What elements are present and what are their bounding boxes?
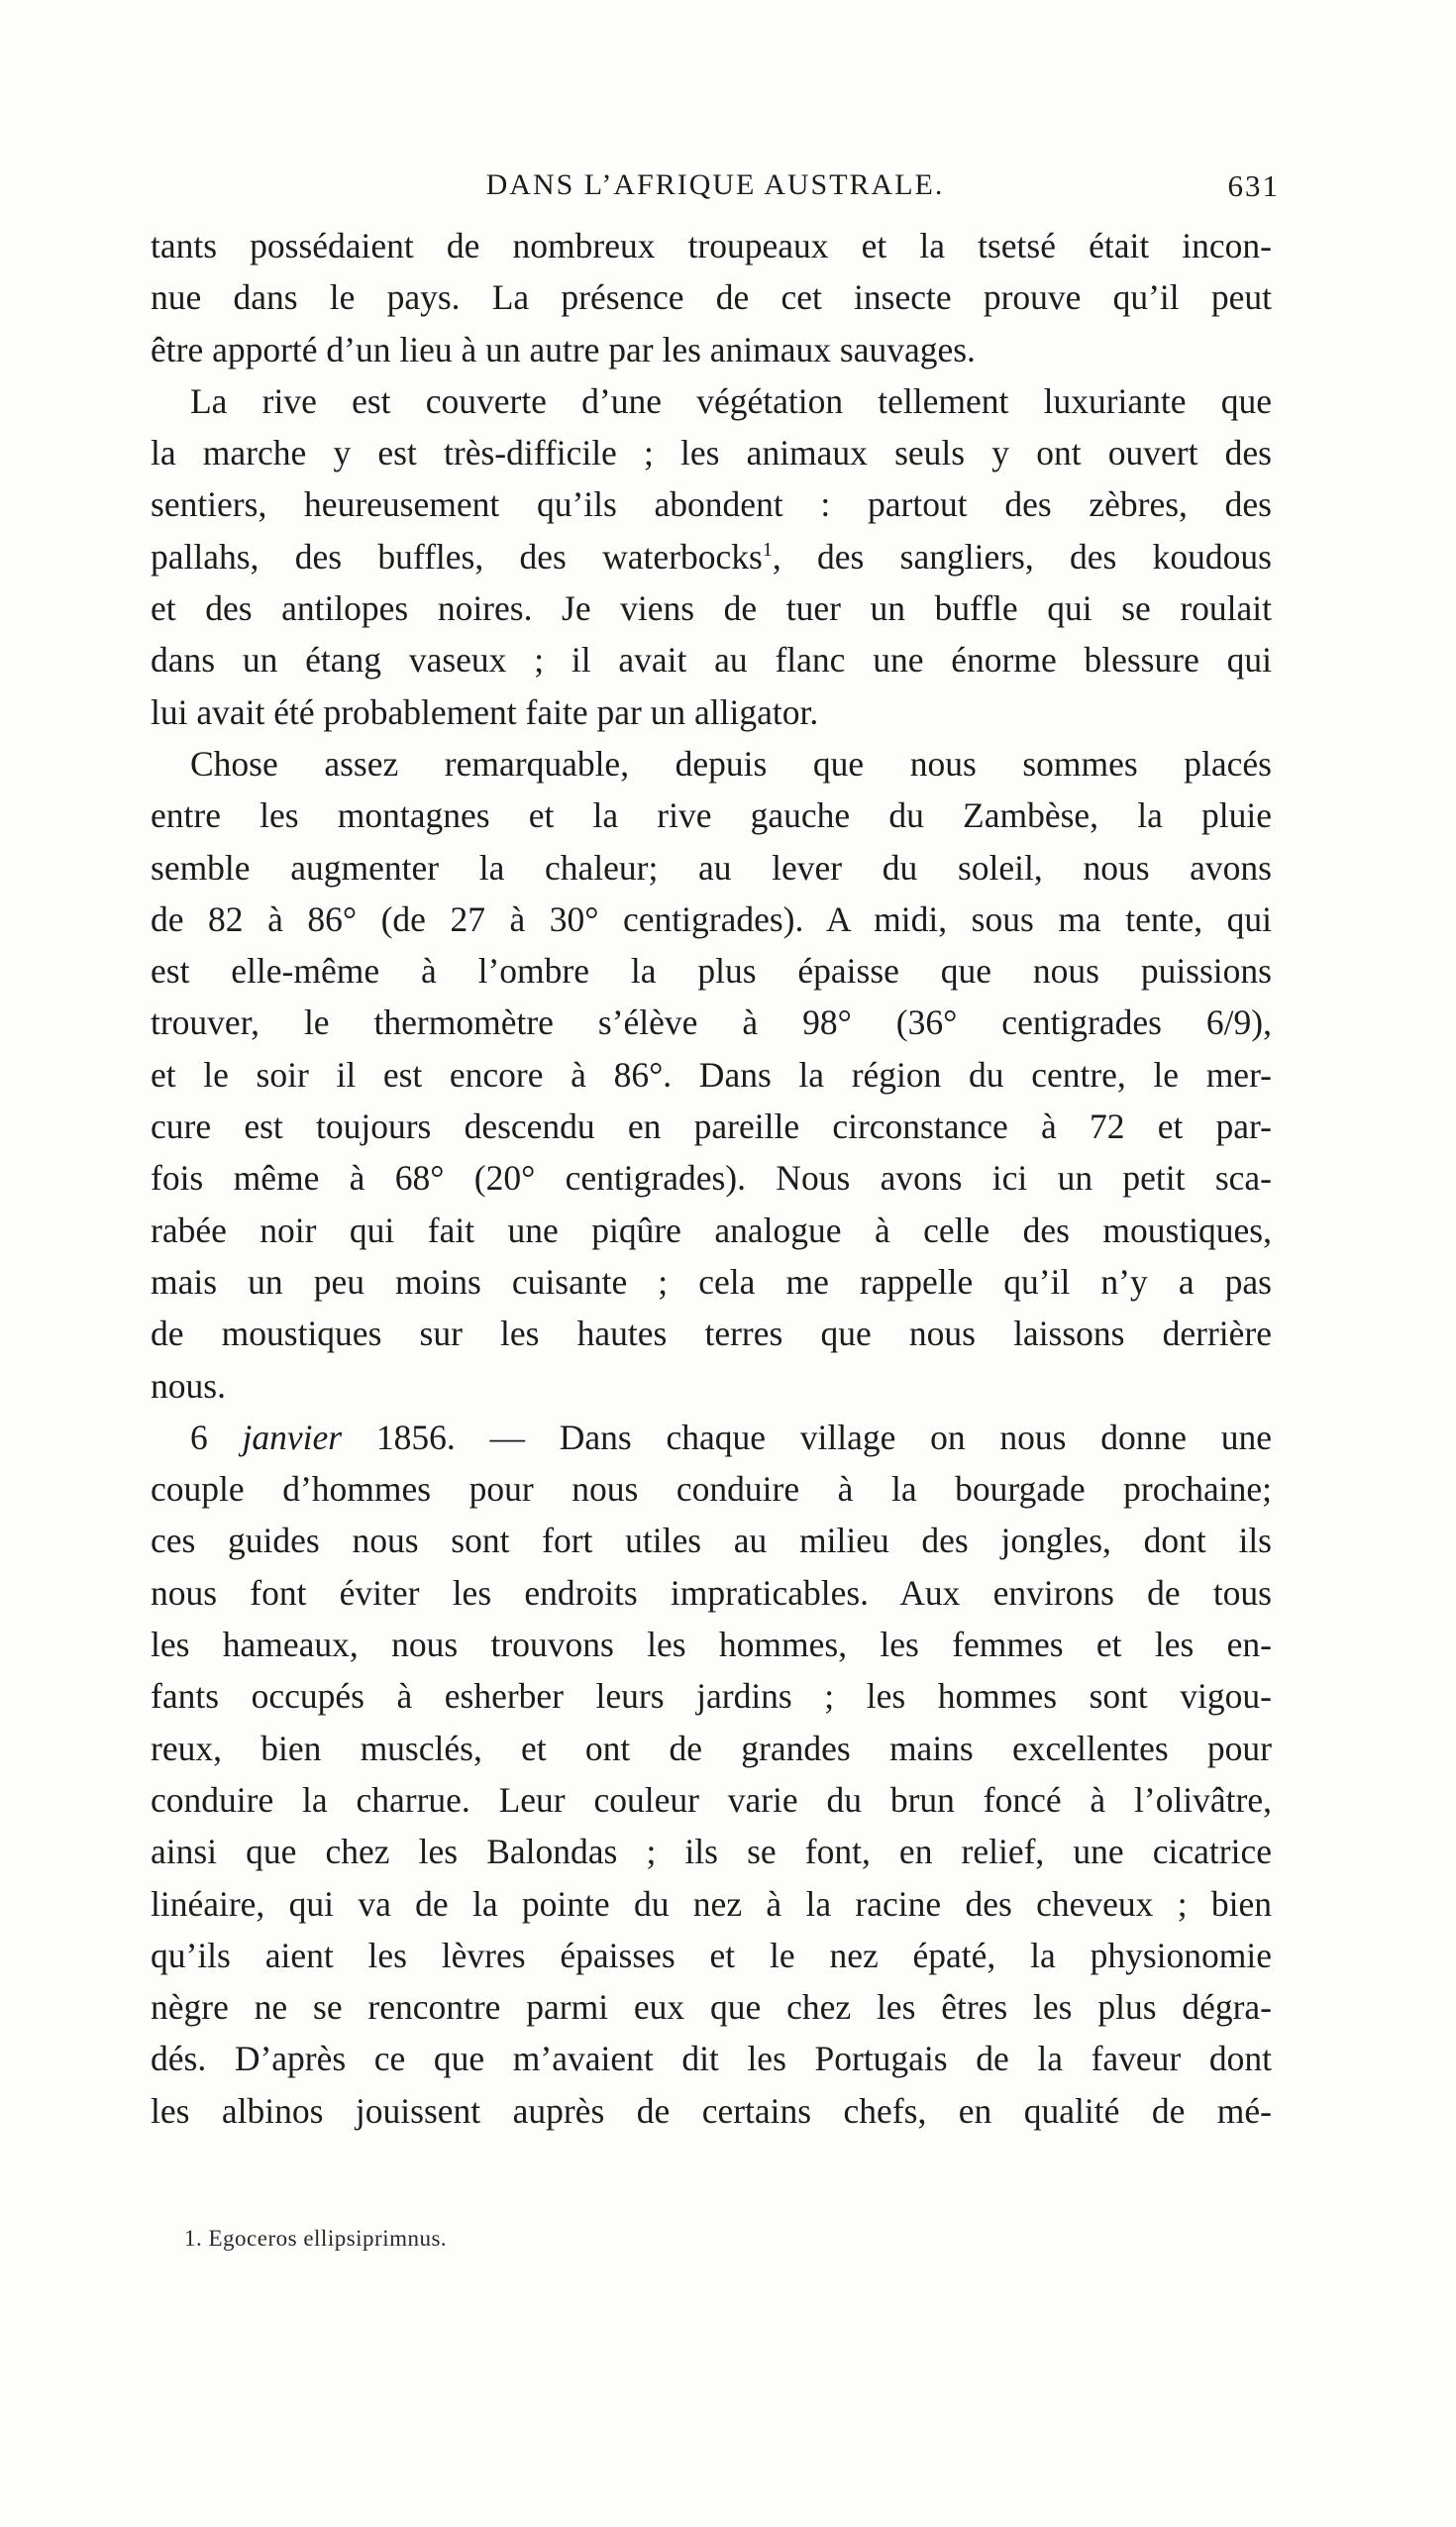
text-line: et le soir il est encore à 86°. Dans la région du centre, le mer-	[151, 1054, 1272, 1095]
text-segment: pallahs, des buffles, des waterbocks	[151, 536, 763, 577]
text-line	[151, 531, 1272, 582]
text-line: trouver, le thermomètre s’élève à 98° (36° centigrades 6/9),	[151, 1002, 1272, 1043]
text-line: entre les montagnes et la rive gauche du Zambèse, la pluie	[151, 795, 1272, 836]
text-line: linéaire, qui va de la pointe du nez à la racine des cheveux ; bien	[151, 1883, 1272, 1924]
text-line: être apporté d’un lieu à un autre par les animaux sauvages.	[151, 329, 976, 369]
footnote: 1. Egoceros ellipsiprimnus.	[184, 2226, 448, 2251]
text-line: la marche y est très-difficile ; les animaux seuls y ont ouvert des	[151, 433, 1272, 474]
text-line: conduire la charrue. Leur couleur varie du brun foncé à l’olivâtre,	[151, 1779, 1272, 1820]
text-line: dés. D’après ce que m’avaient dit les Portugais de la faveur dont	[151, 2039, 1272, 2079]
text-line: mais un peu moins cuisante ; cela me rappelle qu’il n’y a pas	[151, 1261, 1272, 1302]
text-line: nègre ne se rencontre parmi eux que chez les êtres les plus dégra-	[151, 1987, 1272, 2028]
date-day: 6	[190, 1417, 208, 1457]
text-line: sentiers, heureusement qu’ils abondent : partout des zèbres, des	[151, 484, 1272, 525]
text-segment: , des sangliers, des koudous	[772, 536, 1272, 577]
text-line: Chose assez remarquable, depuis que nous sommes placés	[190, 743, 1272, 784]
running-title: DANS L’AFRIQUE AUSTRALE.	[485, 168, 945, 201]
text-line: qu’ils aient les lèvres épaisses et le nez épaté, la physionomie	[151, 1935, 1272, 1975]
text-line: fants occupés à esherber leurs jardins ; les hommes sont vigou-	[151, 1676, 1272, 1717]
text-line: tants possédaient de nombreux troupeaux et la tsetsé était incon-	[151, 226, 1272, 265]
text-line: lui avait été probablement faite par un alligator.	[151, 691, 819, 732]
page-number: 631	[1227, 168, 1280, 203]
text-line: semble augmenter la chaleur; au lever du soleil, nous avons	[151, 847, 1272, 888]
text-segment: 1856. — Dans chaque village on nous donne une	[375, 1417, 1272, 1457]
text-line: de 82 à 86° (de 27 à 30° centigrades). A midi, sous ma tente, qui	[151, 898, 1272, 939]
text-line: rabée noir qui fait une piqûre analogue à celle des moustiques,	[151, 1210, 1272, 1250]
text-line: fois même à 68° (20° centigrades). Nous avons ici un petit sca-	[151, 1158, 1272, 1199]
text-line: les hameaux, nous trouvons les hommes, les femmes et les en-	[151, 1625, 1272, 1665]
text-line: nous.	[151, 1365, 226, 1406]
footnote-marker: 1	[762, 538, 773, 561]
running-header	[151, 168, 1280, 208]
text-line: couple d’hommes pour nous conduire à la bourgade prochaine;	[151, 1469, 1272, 1510]
text-line: les albinos jouissent auprès de certains chefs, en qualité de mé-	[151, 2090, 1272, 2131]
text-line	[151, 1412, 1272, 1463]
text-line: dans un étang vaseux ; il avait au flanc une énorme blessure qui	[151, 640, 1272, 681]
body-text	[151, 220, 1272, 2137]
text-line: nue dans le pays. La présence de cet insecte prouve qu’il peut	[151, 277, 1272, 318]
text-line: La rive est couverte d’une végétation tellement luxuriante que	[190, 380, 1272, 421]
date-month: janvier	[242, 1417, 343, 1457]
text-line: de moustiques sur les hautes terres que nous laissons derrière	[151, 1314, 1272, 1354]
text-line: et des antilopes noires. Je viens de tuer un buffle qui se roulait	[151, 588, 1272, 629]
text-line: reux, bien musclés, et ont de grandes mains excellentes pour	[151, 1728, 1272, 1768]
text-line: cure est toujours descendu en pareille circonstance à 72 et par-	[151, 1106, 1272, 1147]
text-line: ces guides nous sont fort utiles au milieu des jongles, dont ils	[151, 1521, 1272, 1561]
text-line: nous font éviter les endroits impraticables. Aux environs de tous	[151, 1572, 1272, 1613]
text-line: est elle-même à l’ombre la plus épaisse que nous puissions	[151, 951, 1272, 992]
text-line: ainsi que chez les Balondas ; ils se font, en relief, une cicatrice	[151, 1832, 1272, 1872]
